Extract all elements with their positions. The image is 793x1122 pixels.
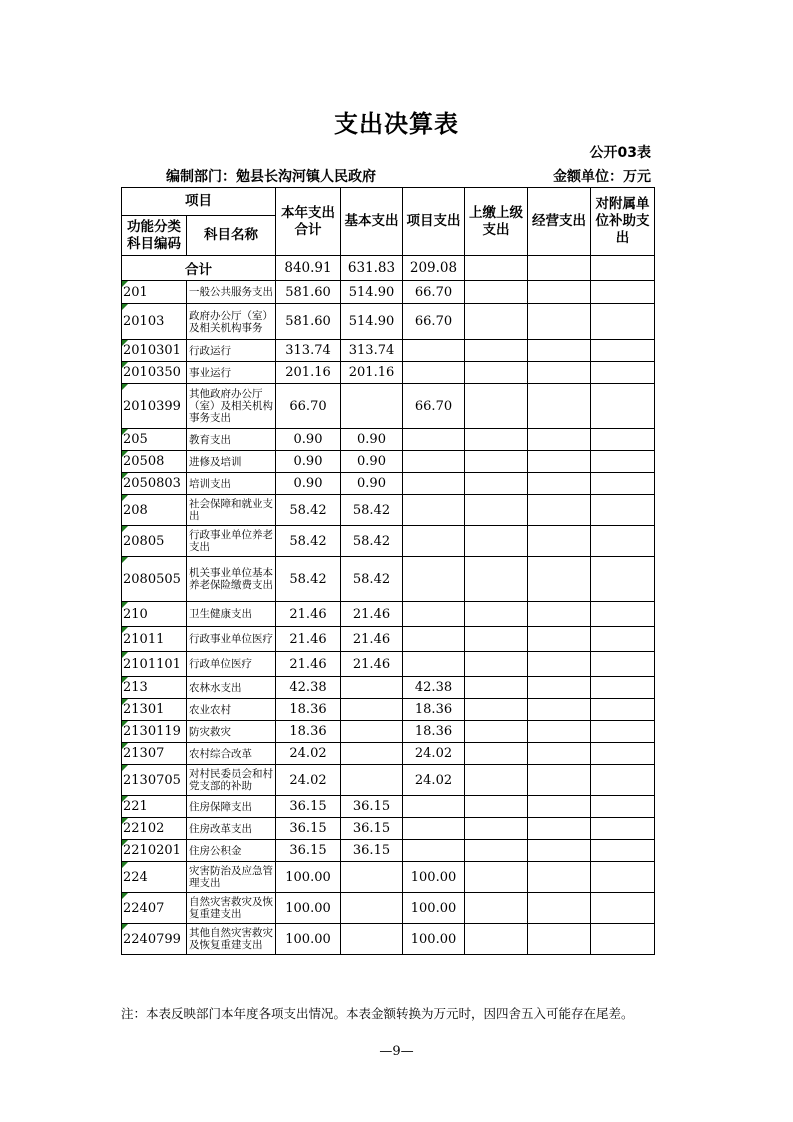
table-row: [122, 451, 655, 473]
table-row: [122, 840, 655, 862]
row-code: 205: [122, 429, 187, 451]
table-row: [122, 473, 655, 495]
row-basic: [341, 384, 403, 429]
row-subject-name: 进修及培训: [187, 451, 276, 473]
row-business: [528, 652, 591, 677]
row-subject-name: 行政运行: [187, 340, 276, 362]
table-row: [122, 652, 655, 677]
row-basic: 514.90: [341, 281, 403, 304]
row-subject-name: 一般公共服务支出: [187, 281, 276, 304]
row-upper: [465, 473, 528, 495]
row-upper: [465, 526, 528, 557]
row-subject-name: 自然灾害救灾及恢复重建支出: [187, 893, 276, 924]
row-upper: [465, 451, 528, 473]
row-subject-name: 社会保障和就业支出: [187, 495, 276, 526]
row-subsidy: [591, 384, 655, 429]
row-basic: [341, 743, 403, 765]
row-business: [528, 677, 591, 699]
row-code: 2130119: [122, 721, 187, 743]
row-code: 20508: [122, 451, 187, 473]
header-upper: 上缴上级支出: [465, 188, 528, 256]
row-business: [528, 473, 591, 495]
row-subsidy: [591, 473, 655, 495]
row-year-total: 100.00: [276, 924, 341, 955]
row-basic: 58.42: [341, 526, 403, 557]
row-subsidy: [591, 840, 655, 862]
row-upper: [465, 743, 528, 765]
row-upper: [465, 304, 528, 340]
row-subsidy: [591, 429, 655, 451]
table-row: [122, 362, 655, 384]
row-code: 2210201: [122, 840, 187, 862]
row-business: [528, 362, 591, 384]
page-number: —9—: [379, 1044, 414, 1059]
row-code: 21011: [122, 627, 187, 652]
row-basic: 58.42: [341, 557, 403, 602]
footnote: 注：本表反映部门本年度各项支出情况。本表金额转换为万元时，因四舍五入可能存在尾差。: [121, 1006, 634, 1021]
row-business: [528, 451, 591, 473]
row-basic: 36.15: [341, 818, 403, 840]
row-business: [528, 924, 591, 955]
row-project: [403, 429, 465, 451]
row-subject-name: 卫生健康支出: [187, 602, 276, 627]
unit-label: 金额单位：万元: [553, 169, 651, 185]
row-year-total: 0.90: [276, 473, 341, 495]
row-subject-name: 事业运行: [187, 362, 276, 384]
row-basic: 21.46: [341, 627, 403, 652]
row-project: [403, 627, 465, 652]
row-subsidy: [591, 362, 655, 384]
row-project: 66.70: [403, 384, 465, 429]
row-code: 201: [122, 281, 187, 304]
table-row: [122, 384, 655, 429]
row-subsidy: [591, 627, 655, 652]
row-business: [528, 796, 591, 818]
row-upper: [465, 384, 528, 429]
row-basic: 514.90: [341, 304, 403, 340]
table-row: [122, 304, 655, 340]
row-code: 2050803: [122, 473, 187, 495]
row-year-total: 100.00: [276, 893, 341, 924]
row-subsidy: [591, 677, 655, 699]
row-code: 2010350: [122, 362, 187, 384]
row-business: [528, 602, 591, 627]
row-business: [528, 281, 591, 304]
row-project: [403, 340, 465, 362]
row-subject-name: 灾害防治及应急管理支出: [187, 862, 276, 893]
row-basic: 0.90: [341, 451, 403, 473]
total-basic: 631.83: [341, 256, 403, 281]
total-row: [122, 256, 655, 281]
row-year-total: 21.46: [276, 627, 341, 652]
row-upper: [465, 721, 528, 743]
row-subject-name: 机关事业单位基本养老保险缴费支出: [187, 557, 276, 602]
row-upper: [465, 495, 528, 526]
row-basic: [341, 721, 403, 743]
row-upper: [465, 652, 528, 677]
row-year-total: 36.15: [276, 796, 341, 818]
total-upper: [465, 256, 528, 281]
row-code: 21307: [122, 743, 187, 765]
row-year-total: 42.38: [276, 677, 341, 699]
row-code: 2130705: [122, 765, 187, 796]
row-upper: [465, 340, 528, 362]
header-year-total: 本年支出合计: [276, 188, 341, 256]
row-basic: 21.46: [341, 652, 403, 677]
row-upper: [465, 765, 528, 796]
row-code: 208: [122, 495, 187, 526]
page-title: 支出决算表: [334, 110, 459, 138]
row-project: [403, 796, 465, 818]
row-upper: [465, 362, 528, 384]
row-code: 22407: [122, 893, 187, 924]
row-subsidy: [591, 699, 655, 721]
row-subject-name: 对村民委员会和村党支部的补助: [187, 765, 276, 796]
row-upper: [465, 924, 528, 955]
table-row: [122, 893, 655, 924]
table-row: [122, 557, 655, 602]
row-year-total: 66.70: [276, 384, 341, 429]
row-upper: [465, 429, 528, 451]
table-row: [122, 526, 655, 557]
row-subsidy: [591, 340, 655, 362]
row-subsidy: [591, 304, 655, 340]
row-project: 24.02: [403, 765, 465, 796]
row-code: 20103: [122, 304, 187, 340]
header-basic: 基本支出: [341, 188, 403, 256]
row-year-total: 0.90: [276, 451, 341, 473]
row-year-total: 58.42: [276, 495, 341, 526]
row-project: [403, 495, 465, 526]
row-business: [528, 557, 591, 602]
header-func-code: 功能分类科目编码: [122, 216, 187, 256]
table-row: [122, 796, 655, 818]
header-business: 经营支出: [528, 188, 591, 256]
row-basic: 36.15: [341, 796, 403, 818]
row-project: 66.70: [403, 304, 465, 340]
header-subject-name: 科目名称: [187, 216, 276, 256]
table-row: [122, 495, 655, 526]
row-code: 21301: [122, 699, 187, 721]
row-basic: 36.15: [341, 840, 403, 862]
row-code: 2010301: [122, 340, 187, 362]
row-business: [528, 699, 591, 721]
row-code: 22102: [122, 818, 187, 840]
row-subsidy: [591, 818, 655, 840]
row-subsidy: [591, 765, 655, 796]
row-basic: 201.16: [341, 362, 403, 384]
row-project: 100.00: [403, 893, 465, 924]
row-basic: [341, 862, 403, 893]
row-subject-name: 培训支出: [187, 473, 276, 495]
row-basic: [341, 924, 403, 955]
row-subject-name: 住房公积金: [187, 840, 276, 862]
row-project: 18.36: [403, 721, 465, 743]
row-business: [528, 818, 591, 840]
row-year-total: 0.90: [276, 429, 341, 451]
row-business: [528, 840, 591, 862]
row-code: 20805: [122, 526, 187, 557]
row-upper: [465, 893, 528, 924]
row-subsidy: [591, 602, 655, 627]
row-year-total: 24.02: [276, 743, 341, 765]
row-subject-name: 行政事业单位医疗: [187, 627, 276, 652]
row-project: [403, 602, 465, 627]
header-subsidy: 对附属单位补助支出: [591, 188, 655, 256]
table-row: [122, 699, 655, 721]
row-subsidy: [591, 652, 655, 677]
row-year-total: 21.46: [276, 652, 341, 677]
row-upper: [465, 627, 528, 652]
row-project: [403, 362, 465, 384]
table-row: [122, 340, 655, 362]
total-business: [528, 256, 591, 281]
row-code: 213: [122, 677, 187, 699]
total-year-total: 840.91: [276, 256, 341, 281]
total-label: 合计: [122, 256, 276, 281]
row-year-total: 24.02: [276, 765, 341, 796]
row-basic: 313.74: [341, 340, 403, 362]
row-business: [528, 721, 591, 743]
row-subject-name: 其他自然灾害救灾及恢复重建支出: [187, 924, 276, 955]
row-subject-name: 行政单位医疗: [187, 652, 276, 677]
total-subsidy: [591, 256, 655, 281]
row-subject-name: 农林水支出: [187, 677, 276, 699]
row-year-total: 581.60: [276, 281, 341, 304]
row-business: [528, 627, 591, 652]
row-basic: [341, 677, 403, 699]
row-upper: [465, 557, 528, 602]
row-project: 100.00: [403, 862, 465, 893]
row-business: [528, 743, 591, 765]
row-business: [528, 526, 591, 557]
row-upper: [465, 840, 528, 862]
row-project: [403, 652, 465, 677]
row-upper: [465, 818, 528, 840]
row-year-total: 58.42: [276, 526, 341, 557]
row-subsidy: [591, 557, 655, 602]
row-upper: [465, 677, 528, 699]
row-subject-name: 其他政府办公厅（室）及相关机构事务支出: [187, 384, 276, 429]
row-project: [403, 451, 465, 473]
row-upper: [465, 602, 528, 627]
row-subsidy: [591, 924, 655, 955]
table-row: [122, 281, 655, 304]
row-subsidy: [591, 796, 655, 818]
row-year-total: 58.42: [276, 557, 341, 602]
row-code: 2240799: [122, 924, 187, 955]
row-basic: [341, 699, 403, 721]
row-basic: 58.42: [341, 495, 403, 526]
row-year-total: 21.46: [276, 602, 341, 627]
row-business: [528, 495, 591, 526]
row-business: [528, 304, 591, 340]
row-project: [403, 818, 465, 840]
row-subject-name: 住房保障支出: [187, 796, 276, 818]
row-subsidy: [591, 281, 655, 304]
row-basic: 0.90: [341, 429, 403, 451]
row-year-total: 313.74: [276, 340, 341, 362]
row-subsidy: [591, 451, 655, 473]
total-project: 209.08: [403, 256, 465, 281]
row-year-total: 36.15: [276, 840, 341, 862]
row-code: 2080505: [122, 557, 187, 602]
row-code: 2010399: [122, 384, 187, 429]
table-row: [122, 765, 655, 796]
row-upper: [465, 796, 528, 818]
row-basic: [341, 893, 403, 924]
table-row: [122, 677, 655, 699]
row-subsidy: [591, 526, 655, 557]
row-business: [528, 862, 591, 893]
row-code: 2101101: [122, 652, 187, 677]
row-subject-name: 农村综合改革: [187, 743, 276, 765]
row-subsidy: [591, 495, 655, 526]
row-project: 100.00: [403, 924, 465, 955]
row-subsidy: [591, 893, 655, 924]
table-row: [122, 627, 655, 652]
table-row: [122, 429, 655, 451]
row-business: [528, 340, 591, 362]
row-upper: [465, 699, 528, 721]
row-year-total: 36.15: [276, 818, 341, 840]
table-row: [122, 721, 655, 743]
row-business: [528, 384, 591, 429]
table-row: [122, 602, 655, 627]
row-subject-name: 防灾救灾: [187, 721, 276, 743]
row-subject-name: 教育支出: [187, 429, 276, 451]
row-basic: 0.90: [341, 473, 403, 495]
row-upper: [465, 281, 528, 304]
row-upper: [465, 862, 528, 893]
header-item: 项目: [122, 188, 276, 216]
row-project: [403, 840, 465, 862]
row-year-total: 581.60: [276, 304, 341, 340]
row-year-total: 18.36: [276, 699, 341, 721]
row-project: 24.02: [403, 743, 465, 765]
row-year-total: 100.00: [276, 862, 341, 893]
table-row: [122, 743, 655, 765]
table-number: 公开03表: [589, 145, 651, 161]
row-business: [528, 893, 591, 924]
row-year-total: 201.16: [276, 362, 341, 384]
row-subsidy: [591, 721, 655, 743]
row-business: [528, 429, 591, 451]
row-subsidy: [591, 743, 655, 765]
row-subsidy: [591, 862, 655, 893]
row-project: 66.70: [403, 281, 465, 304]
row-project: [403, 526, 465, 557]
row-code: 224: [122, 862, 187, 893]
table-row: [122, 862, 655, 893]
row-project: 42.38: [403, 677, 465, 699]
table-row: [122, 924, 655, 955]
table-row: [122, 818, 655, 840]
row-subject-name: 行政事业单位养老支出: [187, 526, 276, 557]
row-project: [403, 473, 465, 495]
row-subject-name: 农业农村: [187, 699, 276, 721]
row-business: [528, 765, 591, 796]
row-basic: [341, 765, 403, 796]
expenditure-table: [121, 187, 655, 955]
row-code: 210: [122, 602, 187, 627]
row-basic: 21.46: [341, 602, 403, 627]
department-label: 编制部门：勉县长沟河镇人民政府: [166, 169, 376, 185]
row-subject-name: 住房改革支出: [187, 818, 276, 840]
row-year-total: 18.36: [276, 721, 341, 743]
row-project: 18.36: [403, 699, 465, 721]
row-project: [403, 557, 465, 602]
header-project: 项目支出: [403, 188, 465, 256]
row-subject-name: 政府办公厅（室）及相关机构事务: [187, 304, 276, 340]
row-code: 221: [122, 796, 187, 818]
